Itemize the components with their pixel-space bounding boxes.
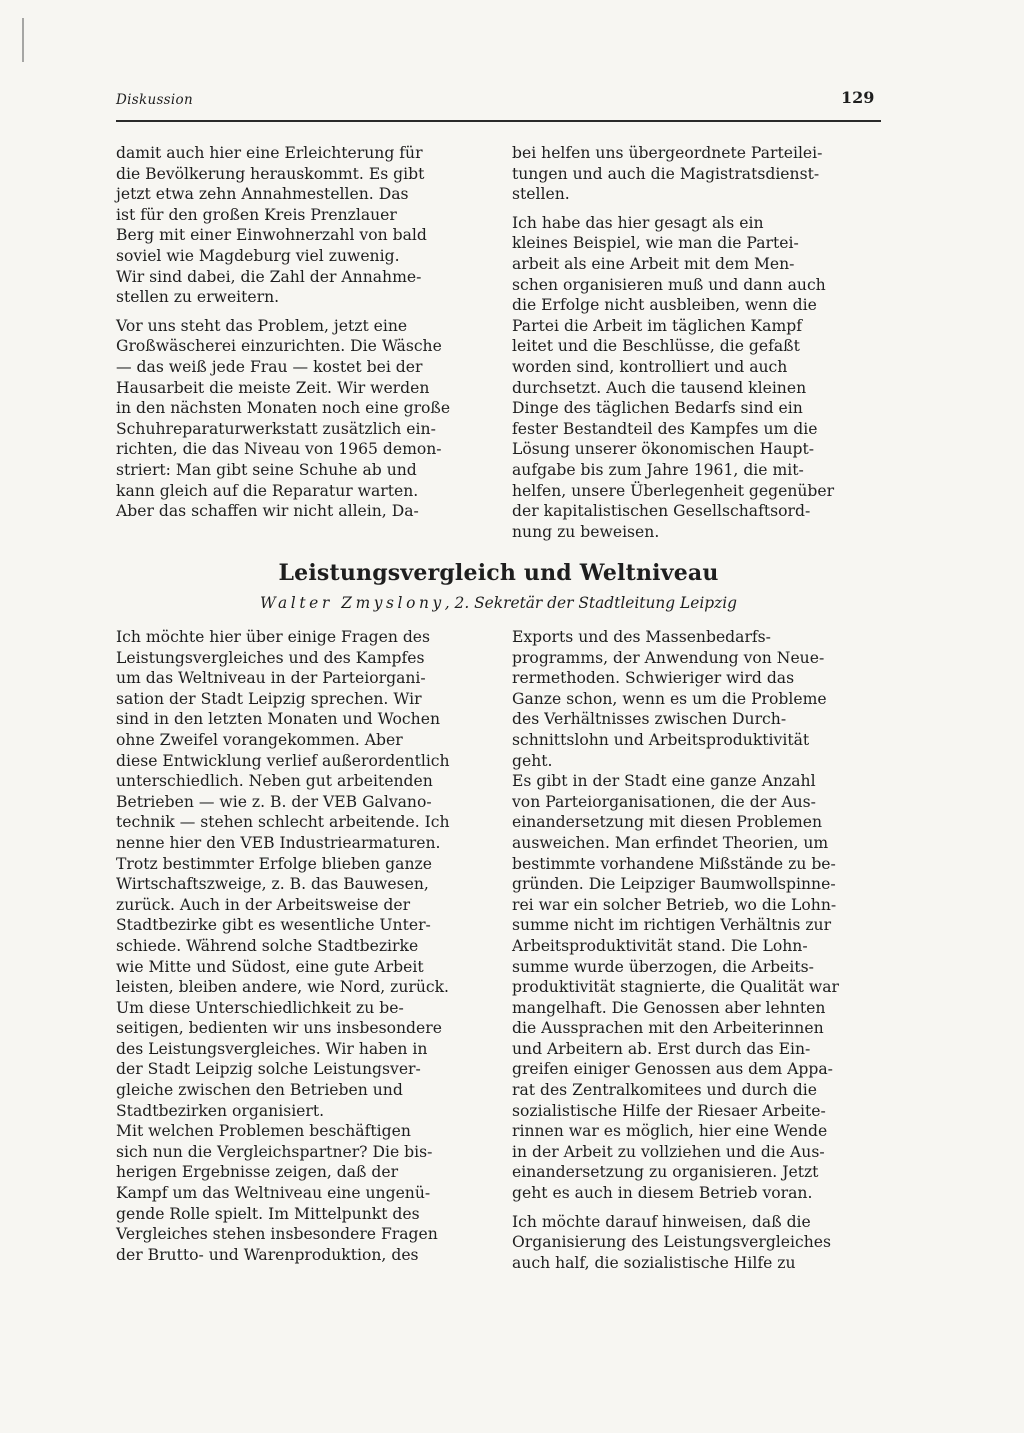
text-line: sation der Stadt Leipzig sprechen. Wir (116, 689, 422, 708)
text-line: ausweichen. Man erfindet Theorien, um (512, 833, 829, 852)
text-line: in den nächsten Monaten noch eine große (116, 399, 451, 418)
text-line: die Aussprachen mit den Arbeiterinnen (512, 1019, 824, 1038)
text-line: die Bevölkerung herauskommt. Es gibt (116, 164, 425, 183)
text-line: wie Mitte und Südost, eine gute Arbeit (116, 957, 424, 976)
text-line: Um diese Unterschiedlichkeit zu be- (116, 998, 404, 1017)
text-line: einandersetzung mit diesen Problemen (512, 813, 823, 832)
text-line: Aber das schaffen wir nicht allein, Da- (116, 502, 419, 521)
text-line: Dinge des täglichen Bedarfs sind ein (512, 399, 803, 418)
text-line: ohne Zweifel vorangekommen. Aber (116, 730, 403, 749)
text-line: schen organisieren muß und dann auch (512, 275, 826, 294)
text-line: worden sind, kontrolliert und auch (512, 357, 788, 376)
text-line: Es gibt in der Stadt eine ganze Anzahl (512, 772, 816, 791)
page-number: 129 (841, 88, 875, 107)
text-line: ist für den großen Kreis Prenzlauer (116, 205, 397, 224)
text-line: der kapitalistischen Gesellschaftsord- (512, 502, 811, 521)
text-line: Vergleiches stehen insbesondere Fragen (116, 1225, 438, 1244)
text-line: gleiche zwischen den Betrieben und (116, 1081, 403, 1100)
text-line: mangelhaft. Die Genossen aber lehnten (512, 998, 826, 1017)
article-title: Leistungsvergleich und Weltniveau (278, 560, 719, 586)
text-line: Leistungsvergleiches und des Kampfes (116, 648, 425, 667)
top-right-column (512, 143, 882, 542)
text-line: fester Bestandteil des Kampfes um die (512, 419, 818, 438)
scan-edge-mark (22, 18, 24, 62)
text-line: Hausarbeit die meiste Zeit. Wir werden (116, 378, 430, 397)
text-line: die Erfolge nicht ausbleiben, wenn die (512, 296, 817, 315)
text-line: sich nun die Vergleichspartner? Die bis- (116, 1142, 433, 1161)
text-line: Mit welchen Problemen beschäftigen (116, 1122, 411, 1141)
bottom-left-column (116, 627, 486, 1265)
text-line: Ich möchte hier über einige Fragen des (116, 628, 431, 646)
text-line: gründen. Die Leipziger Baumwollspinne- (512, 875, 836, 894)
text-line: rinnen war es möglich, hier eine Wende (512, 1122, 828, 1141)
text-line: stellen. (512, 185, 570, 204)
text-line: zurück. Auch in der Arbeitsweise der (116, 895, 411, 914)
text-line: Arbeitsproduktivität stand. Die Lohn- (512, 936, 808, 955)
text-line: des Leistungsvergleiches. Wir haben in (116, 1039, 428, 1058)
text-line: stellen zu erweitern. (116, 288, 280, 307)
text-line: jetzt etwa zehn Annahmestellen. Das (116, 185, 409, 204)
text-line: — das weiß jede Frau — kostet bei der (116, 357, 423, 376)
text-line: sind in den letzten Monaten und Wochen (116, 710, 440, 729)
text-line: und Arbeitern ab. Erst durch das Ein- (512, 1039, 811, 1058)
text-line: Betrieben — wie z. B. der VEB Galvano- (116, 792, 432, 811)
top-left-column (116, 143, 486, 522)
text-line: Lösung unserer ökonomischen Haupt- (512, 440, 815, 459)
paragraph-gap (512, 205, 882, 213)
text-line: des Verhältnisses zwischen Durch- (512, 710, 787, 729)
article-byline (116, 594, 881, 612)
text-line: soviel wie Magdeburg viel zuwenig. (116, 246, 400, 265)
text-line: Partei die Arbeit im täglichen Kampf (512, 316, 803, 335)
text-line: sozialistische Hilfe der Riesaer Arbeite- (512, 1101, 826, 1120)
paragraph-gap (512, 1204, 882, 1212)
text-line: technik — stehen schlecht arbeitende. Ich (116, 813, 450, 832)
text-line: Ich möchte darauf hinweisen, daß die (512, 1212, 811, 1231)
text-line: bestimmte vorhandene Mißstände zu be- (512, 854, 836, 873)
header-rule (116, 120, 881, 122)
text-line: unterschiedlich. Neben gut arbeitenden (116, 772, 433, 791)
text-line: Ich habe das hier gesagt als ein (512, 213, 764, 232)
text-line: Großwäscherei einzurichten. Die Wäsche (116, 337, 442, 356)
text-line: durchsetzt. Auch die tausend kleinen (512, 378, 807, 397)
text-line: Ganze schon, wenn es um die Probleme (512, 689, 827, 708)
text-line: kann gleich auf die Reparatur warten. (116, 481, 419, 500)
text-line: Schuhreparaturwerkstatt zusätzlich ein- (116, 419, 436, 438)
text-line: schnittslohn und Arbeitsproduktivität (512, 730, 810, 749)
text-line: Vor uns steht das Problem, jetzt eine (116, 316, 408, 335)
text-line: tungen und auch die Magistratsdienst- (512, 164, 820, 183)
text-line: aufgabe bis zum Jahre 1961, die mit- (512, 460, 804, 479)
text-line: nung zu beweisen. (512, 522, 660, 541)
text-line: Organisierung des Leistungsvergleiches (512, 1233, 832, 1252)
text-line: seitigen, bedienten wir uns insbesondere (116, 1019, 442, 1038)
text-line: Stadtbezirken organisiert. (116, 1101, 325, 1120)
text-line: der Brutto- und Warenproduktion, des (116, 1245, 419, 1264)
text-line: arbeit als eine Arbeit mit dem Men- (512, 254, 795, 273)
paragraph-gap (116, 308, 486, 316)
running-head: Diskussion (116, 92, 193, 108)
text-line: geht. (512, 751, 553, 770)
text-line: Stadtbezirke gibt es wesentliche Unter- (116, 916, 431, 935)
text-line: summe nicht im richtigen Verhältnis zur (512, 916, 832, 935)
text-line: produktivität stagnierte, die Qualität war (512, 978, 839, 997)
text-line: summe wurde überzogen, die Arbeits- (512, 957, 814, 976)
author-name: Walter Zmyslony (259, 594, 445, 612)
text-line: Exports und des Massenbedarfs- (512, 628, 771, 646)
text-line: Wir sind dabei, die Zahl der Annahme- (116, 267, 422, 286)
text-line: damit auch hier eine Erleichterung für (116, 144, 423, 162)
author-role: , 2. Sekretär der Stadtleitung Leipzig (444, 594, 738, 612)
text-line: einandersetzung zu organisieren. Jetzt (512, 1163, 819, 1182)
text-line: rei war ein solcher Betrieb, wo die Lohn- (512, 895, 837, 914)
text-line: der Stadt Leipzig solche Leistungsver- (116, 1060, 421, 1079)
text-line: Wirtschaftszweige, z. B. das Bauwesen, (116, 875, 429, 894)
text-line: rat des Zentralkomitees und durch die (512, 1081, 817, 1100)
text-line: greifen einiger Genossen aus dem Appa- (512, 1060, 833, 1079)
text-line: gende Rolle spielt. Im Mittelpunkt des (116, 1204, 420, 1223)
text-line: geht es auch in diesem Betrieb voran. (512, 1184, 813, 1203)
text-line: richten, die das Niveau von 1965 demon- (116, 440, 442, 459)
text-line: bei helfen uns übergeordnete Parteilei- (512, 144, 823, 162)
text-line: nenne hier den VEB Industriearmaturen. (116, 833, 441, 852)
text-line: striert: Man gibt seine Schuhe ab und (116, 460, 417, 479)
text-line: von Parteiorganisationen, die der Aus- (512, 792, 816, 811)
text-line: in der Arbeit zu vollziehen und die Aus- (512, 1142, 825, 1161)
bottom-right-column (512, 627, 882, 1273)
text-line: kleines Beispiel, wie man die Partei- (512, 234, 799, 253)
text-line: rermethoden. Schwieriger wird das (512, 669, 795, 688)
text-line: helfen, unsere Überlegenheit gegenüber (512, 481, 835, 500)
text-line: diese Entwicklung verlief außerordentlich (116, 751, 450, 770)
text-line: herigen Ergebnisse zeigen, daß der (116, 1163, 399, 1182)
text-line: programms, der Anwendung von Neue- (512, 648, 825, 667)
text-line: leisten, bleiben andere, wie Nord, zurück. (116, 978, 449, 997)
text-line: auch half, die sozialistische Hilfe zu (512, 1253, 796, 1272)
text-line: leitet und die Beschlüsse, die gefaßt (512, 337, 800, 356)
text-line: Kampf um das Weltniveau eine ungenü- (116, 1184, 431, 1203)
text-line: Berg mit einer Einwohnerzahl von bald (116, 226, 427, 245)
text-line: schiede. Während solche Stadtbezirke (116, 936, 419, 955)
text-line: Trotz bestimmter Erfolge blieben ganze (116, 854, 432, 873)
text-line: um das Weltniveau in der Parteiorgani- (116, 669, 426, 688)
